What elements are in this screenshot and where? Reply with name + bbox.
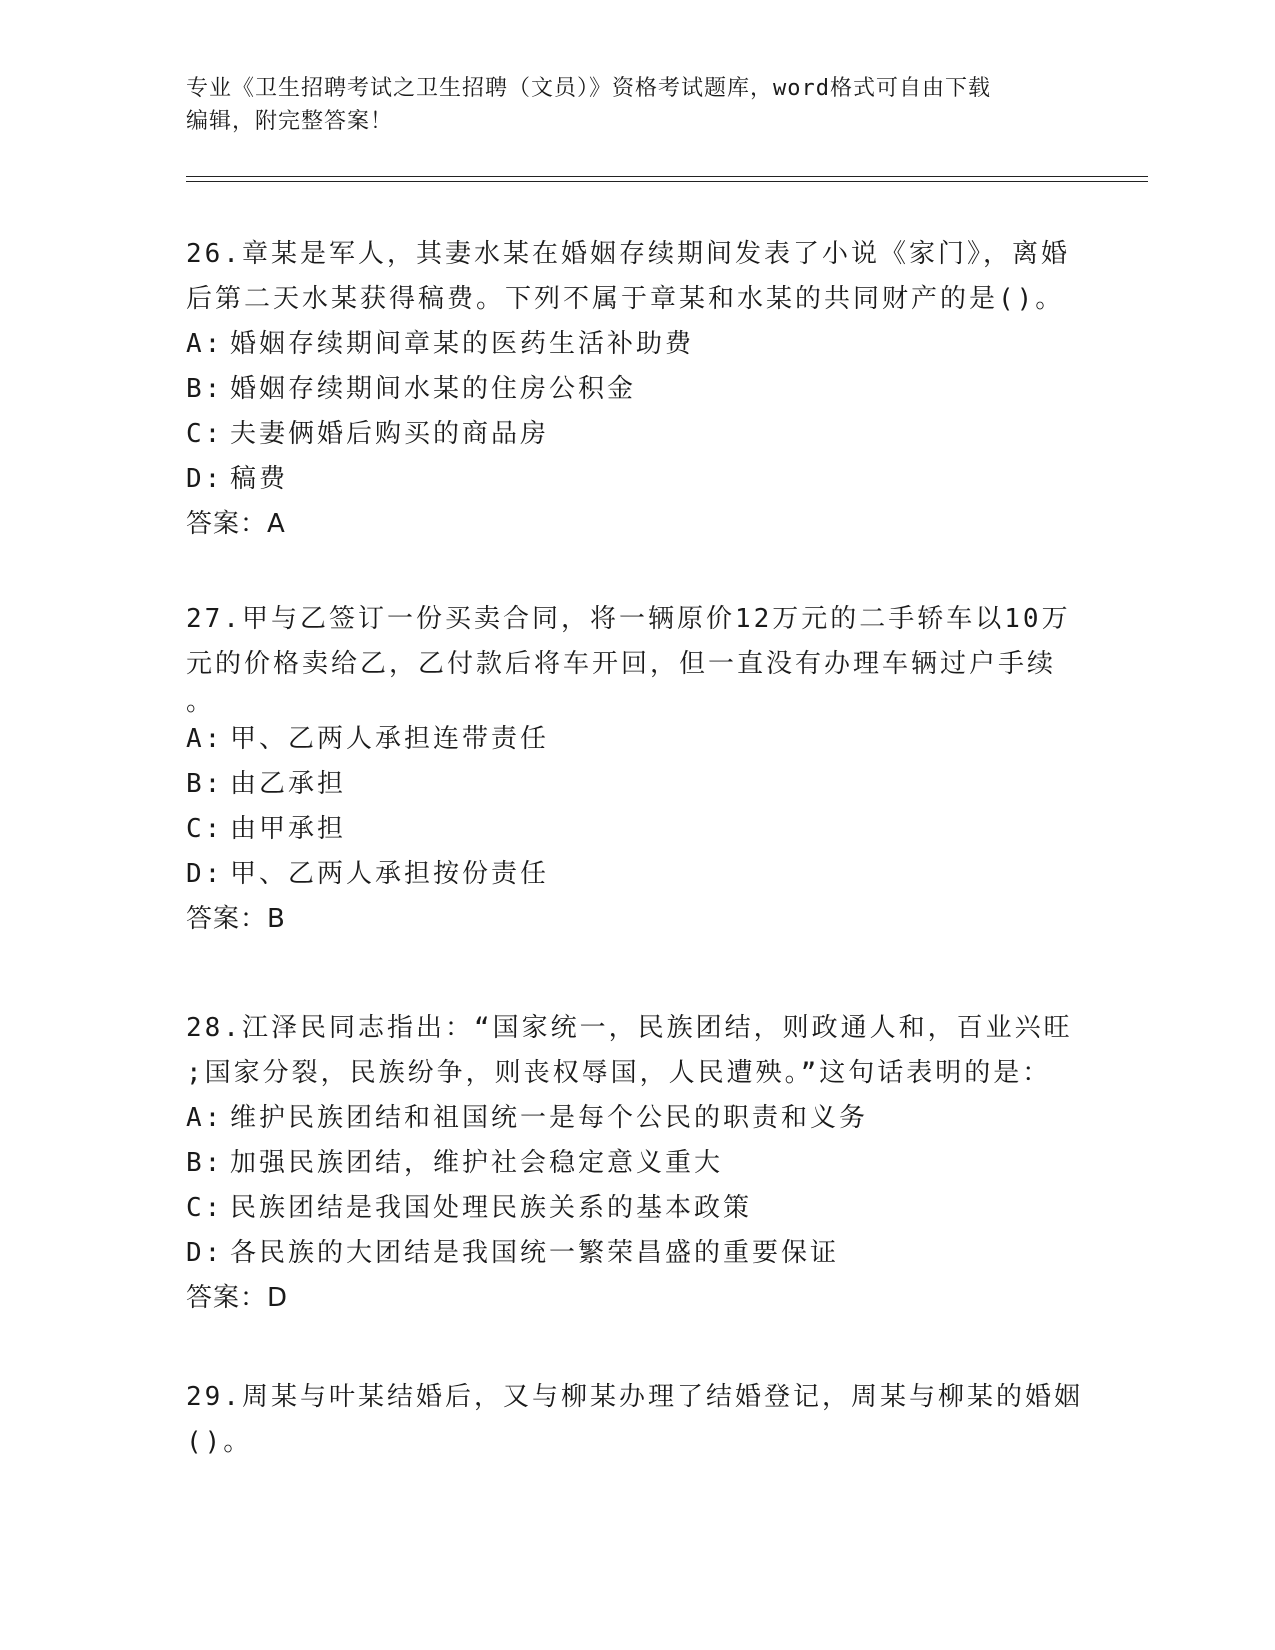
option-text: 维护民族团结和祖国统一是每个公民的职责和义务 xyxy=(230,1103,869,1133)
header-intro-line-2: 编辑，附完整答案！ xyxy=(186,109,394,134)
option-a xyxy=(186,1096,1086,1141)
question-stem-line: ;国家分裂，民族纷争，则丧权辱国，人民遭殃。”这句话表明的是： xyxy=(186,1058,1052,1088)
option-letter: D: xyxy=(186,464,224,494)
option-text: 各民族的大团结是我国统一繁荣昌盛的重要保证 xyxy=(230,1238,840,1268)
option-text: 婚姻存续期间章某的医药生活补助费 xyxy=(230,329,695,359)
option-letter: A: xyxy=(186,329,224,359)
question-stem-line: 元的价格卖给乙，乙付款后将车开回，但一直没有办理车辆过户手续 xyxy=(186,649,1057,679)
option-letter: D: xyxy=(186,1238,224,1268)
question-stem-line: 27.甲与乙签订一份买卖合同，将一辆原价12万元的二手轿车以10万 xyxy=(186,604,1071,634)
option-text: 甲、乙两人承担按份责任 xyxy=(230,859,550,889)
answer-line: 答案：B xyxy=(186,904,286,934)
question-stem-line: 后第二天水某获得稿费。下列不属于章某和水某的共同财产的是()。 xyxy=(186,284,1065,314)
option-text: 民族团结是我国处理民族关系的基本政策 xyxy=(230,1193,753,1223)
option-letter: B: xyxy=(186,769,224,799)
option-letter: C: xyxy=(186,814,224,844)
option-c xyxy=(186,807,1086,852)
option-text: 夫妻俩婚后购买的商品房 xyxy=(230,419,550,449)
option-text: 加强民族团结，维护社会稳定意义重大 xyxy=(230,1148,724,1178)
question-stem-line: ()。 xyxy=(186,1427,253,1457)
option-letter: C: xyxy=(186,419,224,449)
header-intro-line-1: 专业《卫生招聘考试之卫生招聘（文员）》资格考试题库，word格式可自由下载 xyxy=(186,76,991,101)
option-d xyxy=(186,1231,1086,1276)
question-stem-line: 。 xyxy=(186,687,216,717)
option-letter: A: xyxy=(186,1103,224,1133)
option-letter: C: xyxy=(186,1193,224,1223)
option-c xyxy=(186,1186,1086,1231)
option-b xyxy=(186,1141,1086,1186)
header-divider-bottom xyxy=(186,181,1148,182)
option-a xyxy=(186,717,1086,762)
answer-line: 答案：A xyxy=(186,509,286,539)
question-stem-line: 29.周某与叶某结婚后，又与柳某办理了结婚登记，周某与柳某的婚姻 xyxy=(186,1382,1083,1412)
question-stem-line: 28.江泽民同志指出：“国家统一，民族团结，则政通人和，百业兴旺 xyxy=(186,1013,1073,1043)
option-letter: A: xyxy=(186,724,224,754)
document-header xyxy=(186,72,1086,138)
option-text: 甲、乙两人承担连带责任 xyxy=(230,724,550,754)
option-text: 稿费 xyxy=(230,464,289,494)
question-26 xyxy=(186,232,1086,547)
option-text: 由乙承担 xyxy=(230,769,347,799)
option-c xyxy=(186,412,1086,457)
option-a xyxy=(186,322,1086,367)
option-text: 由甲承担 xyxy=(230,814,347,844)
question-27 xyxy=(186,597,1086,942)
option-b xyxy=(186,762,1086,807)
option-letter: D: xyxy=(186,859,224,889)
option-letter: B: xyxy=(186,374,224,404)
question-28 xyxy=(186,1006,1086,1321)
option-letter: B: xyxy=(186,1148,224,1178)
question-29 xyxy=(186,1375,1086,1465)
option-d xyxy=(186,457,1086,502)
question-stem-line: 26.章某是军人，其妻水某在婚姻存续期间发表了小说《家门》，离婚 xyxy=(186,239,1070,269)
option-d xyxy=(186,852,1086,897)
header-divider-top xyxy=(186,176,1148,177)
option-b xyxy=(186,367,1086,412)
answer-line: 答案：D xyxy=(186,1283,289,1313)
option-text: 婚姻存续期间水某的住房公积金 xyxy=(230,374,637,404)
